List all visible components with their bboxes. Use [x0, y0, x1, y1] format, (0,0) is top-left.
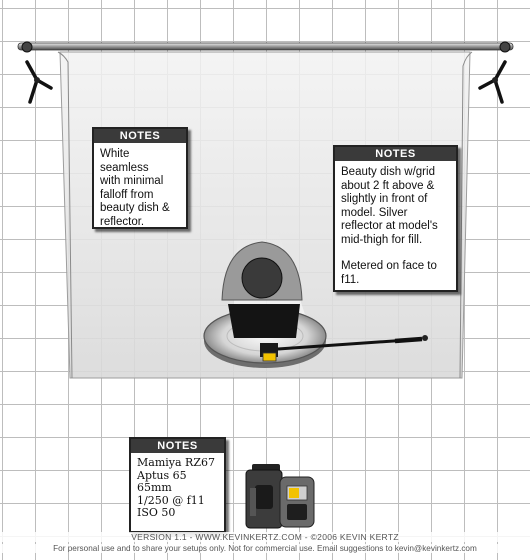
notes-box-backdrop: [92, 127, 188, 229]
backdrop-stand-right-icon: [480, 42, 510, 102]
notes-box-camera: [129, 437, 226, 533]
notes-header: NOTES: [94, 129, 186, 143]
camera-icon: [246, 464, 314, 528]
notes-body: [131, 453, 224, 524]
notes-text: Beauty dish w/grid about 2 ft above & slightly in front of model. Silver reflector at model's mid-thigh for fill.: [341, 166, 438, 246]
notes-body: [335, 161, 456, 293]
notes-text: White seamless with minimal falloff from beauty dish & reflector.: [100, 148, 170, 228]
backdrop-stand-left-icon: [22, 42, 51, 102]
notes-box-lighting: [333, 145, 458, 292]
footer-notice: For personal use and to share your setups only. Not for commercial use. Email suggestions to kevin@kevinkertz.com: [0, 544, 530, 553]
notes-header: NOTES: [335, 147, 456, 161]
footer-version: VERSION 1.1 - WWW.KEVINKERTZ.COM - ©2006 KEVIN KERTZ: [0, 532, 530, 542]
notes-text: Mamiya RZ67 Aptus 65 65mm 1/250 @ f11 ISO 50: [137, 456, 215, 519]
notes-text: Metered on face to f11.: [341, 260, 437, 286]
notes-header: NOTES: [131, 439, 224, 453]
notes-body: [94, 143, 186, 235]
